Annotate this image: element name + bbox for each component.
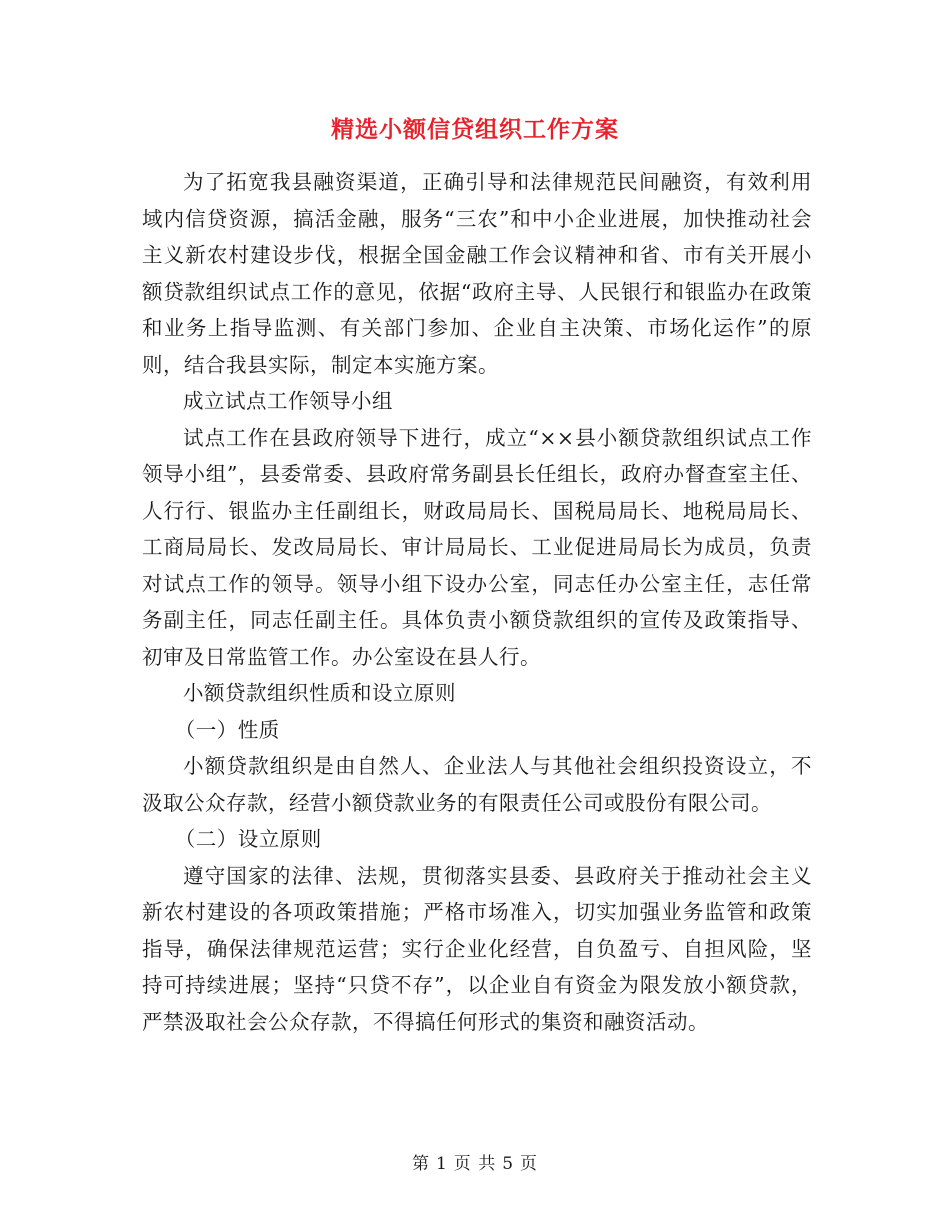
document-body — [142, 164, 812, 1040]
section-heading-nature: 小额贷款组织性质和设立原则 — [183, 681, 456, 705]
document-title: 精选小额信贷组织工作方案 — [331, 116, 619, 143]
principles-paragraph: 遵守国家的法律、法规，贯彻落实县委、县政府关于推动社会主义新农村建设的各项政策措施；严格市场准入，切实加强业务监管和政策指导，确保法律规范运营；实行企业化经营，自负盈亏、自担风险，坚持可持续进展；坚持“只贷不存”，以企业自有资金为限发放小额贷款，严禁汲取社会公众存款，不得搞任何形式的集资和融资活动。 — [142, 863, 812, 1034]
subheading-nature: （一）性质 — [174, 717, 280, 742]
footer-page-number: 1 — [435, 1154, 448, 1174]
subheading-principles: （二）设立原则 — [174, 827, 322, 851]
nature-paragraph: 小额贷款组织是由自然人、企业法人与其他社会组织投资设立，不汲取公众存款，经营小额贷款业务的有限责任公司或股份有限公司。 — [142, 754, 812, 815]
footer-prefix: 第 — [411, 1154, 430, 1174]
footer-middle: 页 共 — [453, 1154, 497, 1174]
footer-suffix: 页 — [520, 1154, 539, 1174]
footer-total-pages: 5 — [502, 1154, 515, 1174]
intro-paragraph: 为了拓宽我县融资渠道，正确引导和法律规范民间融资，有效利用域内信贷资源，搞活金融，服务“三农”和中小企业进展，加快推动社会主义新农村建设步伐，根据全国金融工作会议精神和省、市有关开展小额贷款组织试点工作的意见，依据“政府主导、人民银行和银监办在政策和业务上指导监测、有关部门参加、企业自主决策、市场化运作”的原则，结合我县实际，制定本实施方案。 — [142, 170, 812, 377]
leadership-paragraph: 试点工作在县政府领导下进行，成立“××县小额贷款组织试点工作领导小组”，县委常委、县政府常务副县长任组长，政府办督查室主任、人行行、银监办主任副组长，财政局局长、国税局局长、地税局局长、工商局局长、发改局局长、审计局局长、工业促进局局长为成员，负责对试点工作的领导。领导小组下设办公室，同志任办公室主任，志任常务副主任，同志任副主任。具体负责小额贷款组织的宣传及政策指导、初审及日常监管工作。办公室设在县人行。 — [142, 425, 812, 669]
page-footer — [0, 1150, 950, 1178]
section-heading-leadership: 成立试点工作领导小组 — [183, 389, 393, 413]
